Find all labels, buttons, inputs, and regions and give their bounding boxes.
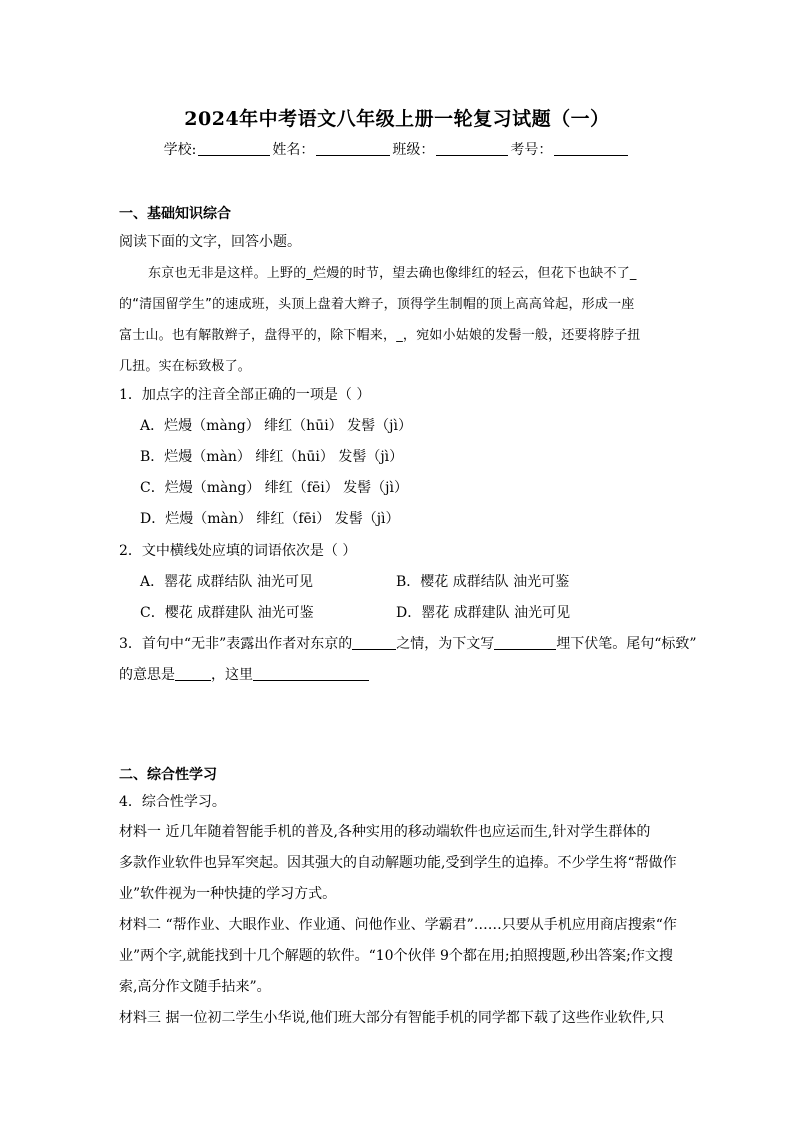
q1-option-d[interactable]: D．烂熳（màn） 绯红（fēi） 发髻（jì）	[140, 511, 400, 527]
q3-blank-3[interactable]	[175, 666, 211, 681]
q3-text-2: 之情，为下文写	[396, 636, 495, 652]
q2-option-b[interactable]: B．樱花 成群结队 油光可鉴	[396, 574, 570, 590]
material-line-2: 多款作业软件也异军突起。因其强大的自动解题功能,受到学生的追捧。不少学生将“帮做作	[119, 855, 677, 871]
q2-option-a[interactable]: A．罂花 成群结队 油光可见	[140, 574, 314, 590]
section1-intro: 阅读下面的文字，回答小题。	[119, 234, 301, 250]
q1-option-a[interactable]: A．烂熳（màng） 绯红（hūi） 发髻（jì）	[140, 418, 412, 434]
class-blank[interactable]	[436, 141, 508, 156]
q3-text-5: ，这里	[211, 667, 253, 683]
q3-text-3: 埋下伏笔。尾句“标致”	[556, 636, 697, 652]
school-blank[interactable]	[198, 141, 270, 156]
question-1-stem: 1．加点字的注音全部正确的一项是（ ）	[119, 387, 371, 403]
q2-option-c[interactable]: C．樱花 成群建队 油光可鉴	[140, 605, 314, 621]
question-2-stem: 2．文中横线处应填的词语依次是（ ）	[119, 543, 357, 559]
name-blank[interactable]	[316, 141, 390, 156]
exam-no-label: 考号：	[510, 142, 553, 158]
q1-option-b[interactable]: B．烂熳（màn） 绯红（hūi） 发髻（jì）	[140, 449, 404, 465]
section2-heading: 二、综合性学习	[119, 767, 217, 783]
question-4-stem: 4．综合性学习。	[119, 794, 226, 810]
passage-line-4: 几扭。实在标致极了。	[119, 359, 252, 374]
q3-blank-4[interactable]	[253, 666, 369, 681]
page-title: 2024年中考语文八年级上册一轮复习试题（一）	[184, 108, 610, 130]
student-info-line	[0, 139, 794, 159]
class-label: 班级：	[392, 142, 435, 158]
passage-line-2: 的“清国留学生”的速成班，头顶上盘着大辫子，顶得学生制帽的顶上高高耸起，形成一座	[119, 297, 635, 312]
q1-option-c[interactable]: C．烂熳（màng） 绯红（fēi） 发髻（jì）	[140, 480, 408, 496]
question-3-line-1	[119, 633, 697, 653]
question-3-line-2	[119, 664, 369, 684]
q3-blank-1[interactable]	[352, 635, 396, 650]
q3-text-4: 的意思是	[119, 667, 175, 683]
material-line-5: 业”两个字,就能找到十几个解题的软件。“10个伙伴 9个都在用;拍照搜题,秒出答案;作文搜	[119, 948, 673, 964]
material-line-3: 业”软件视为一种快捷的学习方式。	[119, 886, 337, 902]
material-line-1: 材料一 近几年随着智能手机的普及,各种实用的移动端软件也应运而生,针对学生群体的	[119, 824, 651, 840]
passage-line-1: 东京也无非是这样。上野的_烂熳的时节，望去确也像绯红的轻云，但花下也缺不了_	[148, 266, 637, 281]
name-label: 姓名：	[272, 142, 315, 158]
school-label: 学校:	[163, 142, 197, 158]
q3-blank-2[interactable]	[494, 635, 556, 650]
material-line-7: 材料三 据一位初二学生小华说,他们班大部分有智能手机的同学都下载了这些作业软件,只	[119, 1010, 665, 1026]
q3-text-1: 3．首句中“无非”表露出作者对东京的	[119, 636, 353, 652]
section1-heading: 一、基础知识综合	[119, 206, 231, 222]
material-line-6: 索,高分作文随手拈来”。	[119, 979, 271, 995]
q2-option-d[interactable]: D．罂花 成群建队 油光可见	[396, 605, 571, 621]
passage-line-3: 富士山。也有解散辫子，盘得平的，除下帽来，_，宛如小姑娘的发髻一般，还要将脖子扭	[119, 328, 641, 343]
exam-no-blank[interactable]	[554, 141, 628, 156]
material-line-4: 材料二 “帮作业、大眼作业、作业通、问他作业、学霸君”……只要从手机应用商店搜索“作	[119, 917, 677, 933]
